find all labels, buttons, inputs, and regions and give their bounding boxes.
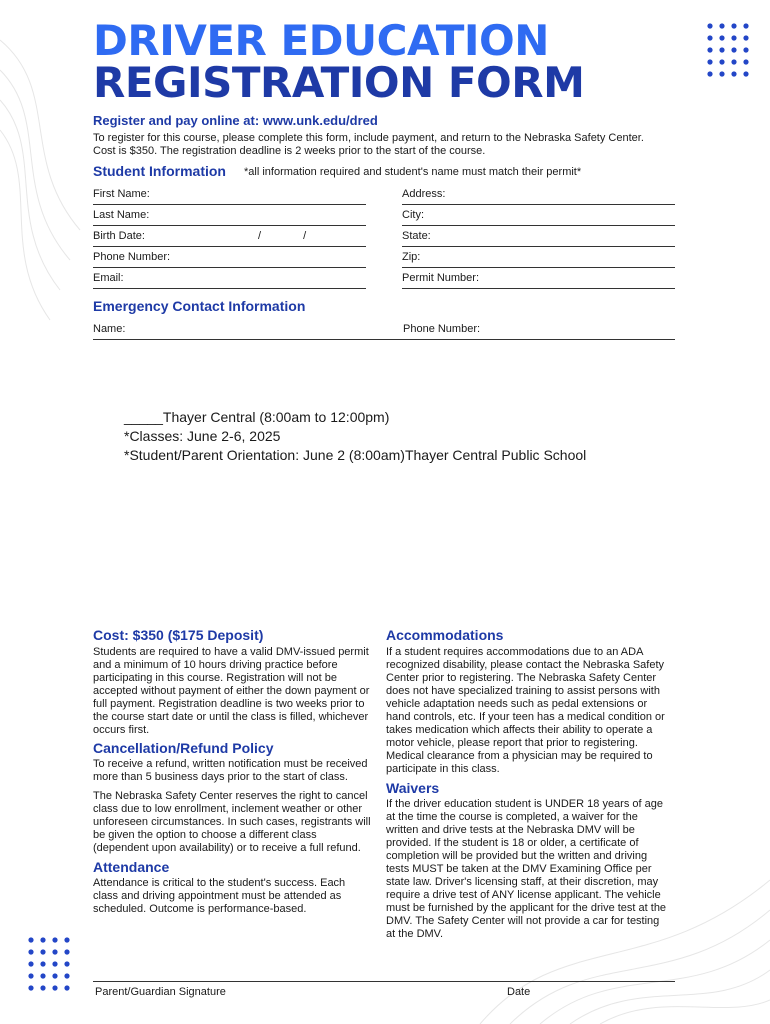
student-info-note: *all information required and student's name must match their permit* <box>244 166 582 178</box>
student-info-heading: Student Information <box>93 163 226 179</box>
phone-number-field[interactable] <box>93 250 366 268</box>
state-field[interactable] <box>402 229 675 247</box>
policy-right-column <box>386 629 670 941</box>
cost-heading: Cost: $350 ($175 Deposit) <box>93 627 264 643</box>
email-field[interactable] <box>93 271 366 289</box>
address-label: Address: <box>402 188 446 200</box>
accommodations-body: If a student requires accommodations due to an ADA recognized disability, please contact the Nebraska Safety Center prior to registering. The Nebraska Safety Center does not have specialized training to assist persons with vehicle adaptation needs such as pedal extensions or hand controls, etc. If your teen has a medical condition or takes medication which affects their ability to operate a motor vehicle, please report that prior to registering. Medical clearance from a physician may be required to participate in this class. <box>386 646 665 775</box>
date-separator: / <box>303 230 307 242</box>
last-name-label: Last Name: <box>93 209 150 221</box>
session-location-option[interactable]: _____Thayer Central (8:00am to 12:00pm) <box>124 409 390 425</box>
waivers-heading: Waivers <box>386 780 440 796</box>
zip-label: Zip: <box>402 251 421 263</box>
waivers-body: If the driver education student is UNDER 18 years of age at the time the course is completed, a waiver for the written and drive tests at the Nebraska DMV will be provided. If the student is 18 or older, a certificate of completion will be provided but the written and driving tests MUST be taken at the DMV Examining Office per state law. Driver's licensing staff, at their discretion, may require a drive test of ANY license applicant. The vehicle must be furnished by the applicant for the drive test at the DMV. The Safety Center will not provide a car for testing at the DMV. <box>386 798 667 940</box>
email-label: Email: <box>93 272 124 284</box>
cancellation-body-1: To receive a refund, written notification must be received more than 5 business days prior to the start of class. <box>93 758 368 783</box>
permit-number-label: Permit Number: <box>402 272 480 284</box>
emergency-name-label: Name: <box>93 323 126 335</box>
online-registration-link[interactable]: Register and pay online at: www.unk.edu/dred <box>93 113 378 128</box>
session-orientation: *Student/Parent Orientation: June 2 (8:00am)Thayer Central Public School <box>124 447 587 463</box>
city-label: City: <box>402 209 424 221</box>
form-title-line1: DRIVER EDUCATION <box>93 16 549 65</box>
intro-paragraph: To register for this course, please complete this form, include payment, and return to the Nebraska Safety Center. Cost is $350. The registration deadline is 2 weeks prior to the start of the course. <box>93 132 644 157</box>
policy-left-column <box>93 629 373 916</box>
session-info <box>124 408 586 465</box>
last-name-field[interactable] <box>93 208 366 226</box>
zip-field[interactable] <box>402 250 675 268</box>
cancellation-body-2: The Nebraska Safety Center reserves the right to cancel class due to low enrollment, inclement weather or other unforeseen circumstances. In such cases, registrants will be given the option to choose a different class (dependent upon availability) or to receive a full refund. <box>93 790 371 854</box>
birth-date-field[interactable] <box>93 229 366 247</box>
birth-date-label: Birth Date: <box>93 230 145 242</box>
first-name-field[interactable] <box>93 187 366 205</box>
emergency-contact-field[interactable] <box>93 322 675 340</box>
session-class-dates: *Classes: June 2-6, 2025 <box>124 428 281 444</box>
date-separator: / <box>258 230 262 242</box>
accommodations-heading: Accommodations <box>386 627 504 643</box>
cost-body: Students are required to have a valid DMV-issued permit and a minimum of 10 hours driving practice before participating in this course. Registration will not be accepted without payment of either the down payment or full payment. Registration deadline is two weeks prior to the course start date or until the class is filled, whichever occurs first. <box>93 646 370 736</box>
emergency-phone-label: Phone Number: <box>403 323 481 335</box>
signature-line[interactable] <box>93 981 675 982</box>
attendance-body: Attendance is critical to the student's success. Each class and driving appointment must be attended as scheduled. Outcome is performance-based. <box>93 877 346 915</box>
parent-signature-label: Parent/Guardian Signature <box>95 986 226 998</box>
city-field[interactable] <box>402 208 675 226</box>
cancellation-heading: Cancellation/Refund Policy <box>93 740 274 756</box>
phone-number-label: Phone Number: <box>93 251 171 263</box>
state-label: State: <box>402 230 431 242</box>
dot-grid-decoration <box>706 22 750 78</box>
attendance-heading: Attendance <box>93 859 170 875</box>
address-field[interactable] <box>402 187 675 205</box>
form-title-line2: REGISTRATION FORM <box>93 58 585 107</box>
permit-number-field[interactable] <box>402 271 675 289</box>
first-name-label: First Name: <box>93 188 150 200</box>
date-label: Date <box>507 986 531 998</box>
emergency-contact-heading: Emergency Contact Information <box>93 298 306 314</box>
dot-grid-decoration <box>27 936 72 994</box>
